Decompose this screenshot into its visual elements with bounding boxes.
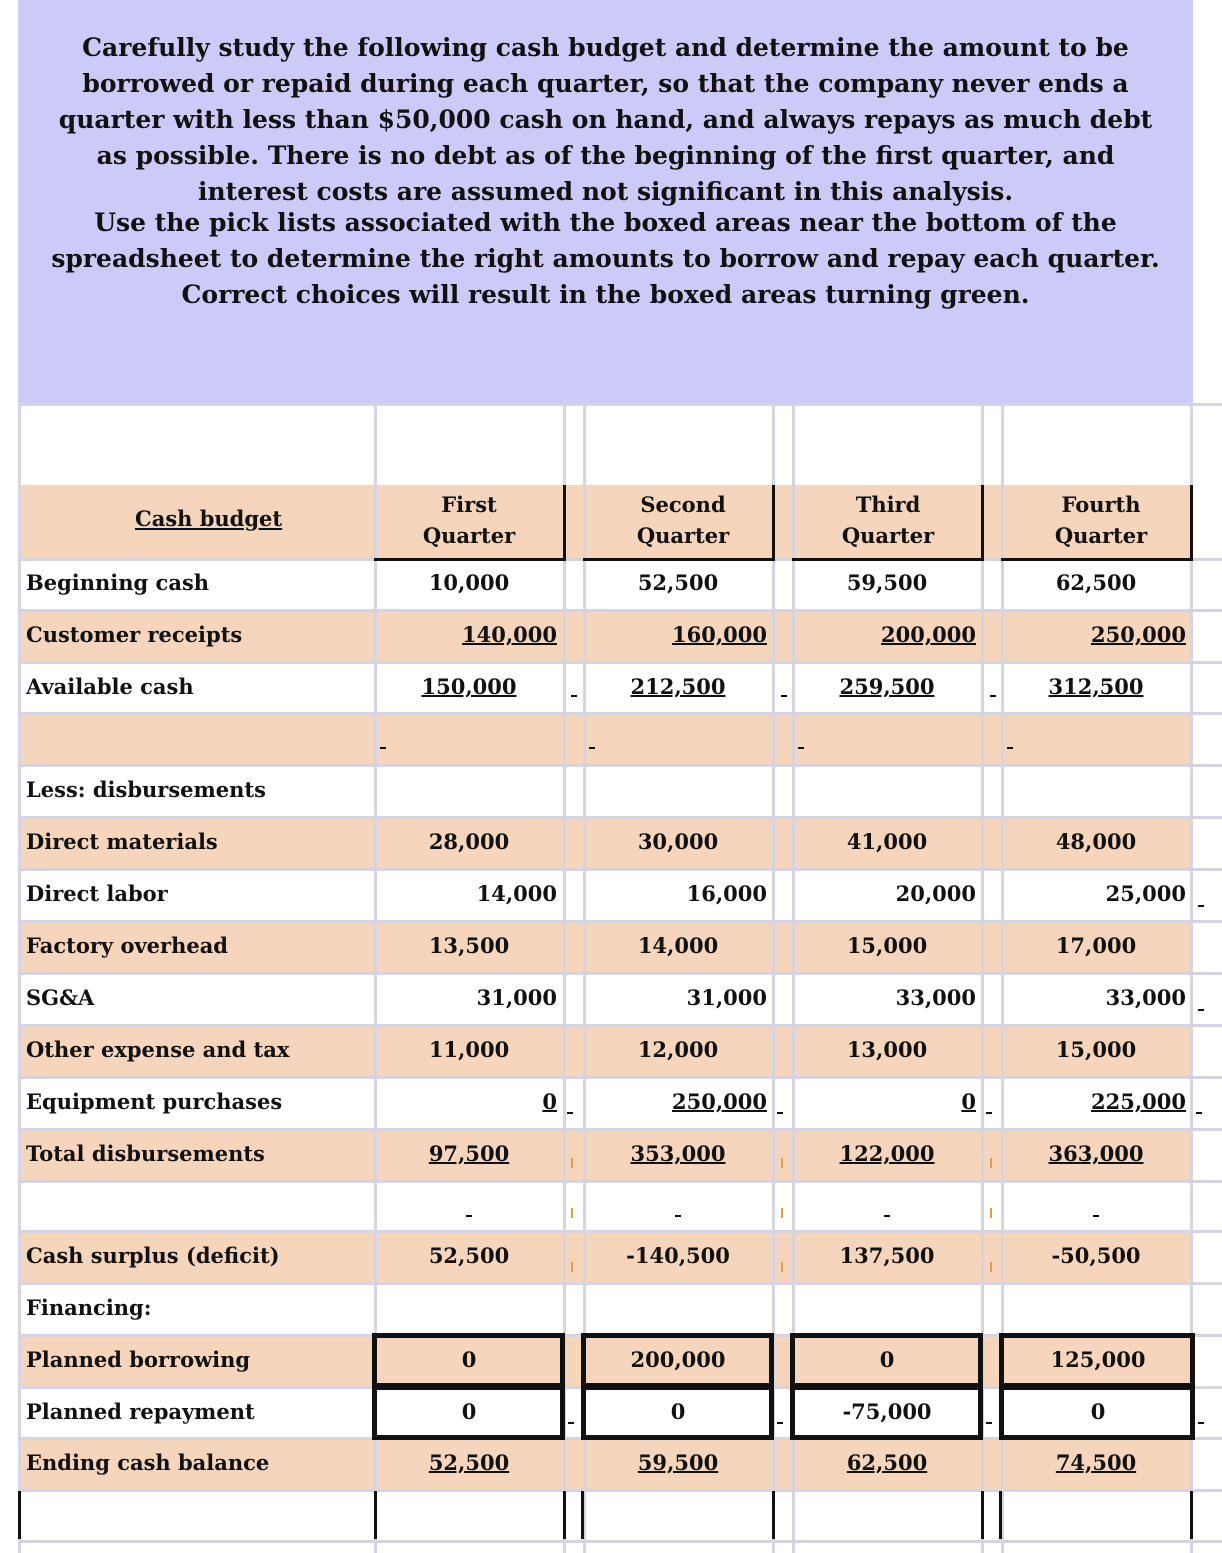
customer-receipts-q4: 250,000 — [1091, 622, 1186, 647]
label-equipment: Equipment purchases — [26, 1089, 283, 1114]
planned-repayment-q1[interactable]: 0 — [461, 1399, 477, 1424]
planned-borrowing-q1[interactable]: 0 — [461, 1347, 477, 1372]
label-direct-materials: Direct materials — [26, 829, 218, 854]
planned-repayment-q2[interactable]: 0 — [670, 1399, 686, 1424]
label-cash-surplus: Cash surplus (deficit) — [26, 1243, 280, 1268]
planned-borrowing-q3[interactable]: 0 — [879, 1347, 895, 1372]
quarter-header-q4: Fourth Quarter — [1054, 492, 1148, 548]
quarter-header-q3: Third Quarter — [841, 492, 935, 548]
factory-overhead-q3: 15,000 — [846, 933, 928, 958]
ending-cash-q3: 62,500 — [846, 1450, 928, 1475]
sga-q4: 33,000 — [1105, 985, 1186, 1010]
planned-borrowing-q4[interactable]: 125,000 — [1050, 1347, 1146, 1372]
factory-overhead-q2: 14,000 — [637, 933, 719, 958]
equipment-q2: 250,000 — [672, 1089, 767, 1114]
beginning-cash-q2: 52,500 — [637, 570, 719, 595]
customer-receipts-q1: 140,000 — [462, 622, 557, 647]
label-sga: SG&A — [26, 985, 95, 1010]
quarter-header-q2: Second Quarter — [636, 492, 730, 548]
ending-cash-q2: 59,500 — [637, 1450, 719, 1475]
direct-labor-q4: 25,000 — [1105, 881, 1186, 906]
equipment-q3: 0 — [961, 1089, 976, 1114]
direct-labor-q1: 14,000 — [476, 881, 557, 906]
quarter-header-q1: First Quarter — [422, 492, 516, 548]
label-factory-overhead: Factory overhead — [26, 933, 228, 958]
factory-overhead-q4: 17,000 — [1055, 933, 1137, 958]
cash-surplus-q1: 52,500 — [428, 1243, 510, 1268]
available-cash-q1: 150,000 — [421, 674, 517, 699]
cash-surplus-q3: 137,500 — [839, 1243, 935, 1268]
direct-materials-q4: 48,000 — [1055, 829, 1137, 854]
planned-repayment-q4[interactable]: 0 — [1090, 1399, 1106, 1424]
label-available-cash: Available cash — [26, 674, 194, 699]
equipment-q1: 0 — [542, 1089, 557, 1114]
beginning-cash-q3: 59,500 — [846, 570, 928, 595]
other-expense-q4: 15,000 — [1055, 1037, 1137, 1062]
planned-repayment-q3[interactable]: -75,000 — [842, 1399, 932, 1424]
direct-labor-q3: 20,000 — [895, 881, 976, 906]
sga-q3: 33,000 — [895, 985, 976, 1010]
other-expense-q2: 12,000 — [637, 1037, 719, 1062]
direct-labor-q2: 16,000 — [686, 881, 767, 906]
sga-q2: 31,000 — [686, 985, 767, 1010]
cash-budget-title: Cash budget — [135, 506, 283, 531]
beginning-cash-q4: 62,500 — [1055, 570, 1137, 595]
instruction-paragraph-2: Use the pick lists associated with the boxed areas near the bottom of the spreadsheet to determine the right amounts to borrow and repay each quarter. Correct choices will result in the boxed areas turning green. — [51, 208, 1160, 309]
instruction-banner — [18, 0, 1193, 404]
other-expense-q1: 11,000 — [428, 1037, 510, 1062]
other-expense-q3: 13,000 — [846, 1037, 928, 1062]
available-cash-q3: 259,500 — [839, 674, 935, 699]
ending-cash-q1: 52,500 — [428, 1450, 510, 1475]
available-cash-q4: 312,500 — [1048, 674, 1144, 699]
planned-borrowing-q2[interactable]: 200,000 — [630, 1347, 726, 1372]
label-customer-receipts: Customer receipts — [26, 622, 243, 647]
total-disbursements-q3: 122,000 — [839, 1141, 935, 1166]
row-bg — [18, 715, 1193, 764]
label-planned-repayment: Planned repayment — [26, 1399, 255, 1424]
customer-receipts-q2: 160,000 — [672, 622, 767, 647]
total-disbursements-q1: 97,500 — [428, 1141, 510, 1166]
ending-cash-q4: 74,500 — [1055, 1450, 1137, 1475]
customer-receipts-q3: 200,000 — [881, 622, 976, 647]
label-less-disbursements: Less: disbursements — [26, 777, 266, 802]
equipment-q4: 225,000 — [1091, 1089, 1186, 1114]
total-disbursements-q2: 353,000 — [630, 1141, 726, 1166]
label-financing: Financing: — [26, 1295, 152, 1320]
total-disbursements-q4: 363,000 — [1048, 1141, 1144, 1166]
label-direct-labor: Direct labor — [26, 881, 168, 906]
label-total-disbursements: Total disbursements — [26, 1141, 265, 1166]
label-other-expense: Other expense and tax — [26, 1037, 290, 1062]
label-ending-cash: Ending cash balance — [26, 1450, 270, 1475]
label-beginning-cash: Beginning cash — [26, 570, 210, 595]
direct-materials-q2: 30,000 — [637, 829, 719, 854]
instruction-paragraph-1: Carefully study the following cash budget and determine the amount to be borrowed or repaid during each quarter, so that the company never ends a quarter with less than $50,000 cash on hand, and always repays as much debt as possible. There is no debt as of the beginning of the first quarter, and interest costs are assumed not significant in this analysis. — [58, 33, 1153, 206]
beginning-cash-q1: 10,000 — [428, 570, 510, 595]
direct-materials-q3: 41,000 — [846, 829, 928, 854]
cash-surplus-q4: -50,500 — [1051, 1243, 1141, 1268]
cash-surplus-q2: -140,500 — [626, 1243, 730, 1268]
sga-q1: 31,000 — [476, 985, 557, 1010]
direct-materials-q1: 28,000 — [428, 829, 510, 854]
available-cash-q2: 212,500 — [630, 674, 726, 699]
label-planned-borrowing: Planned borrowing — [26, 1347, 251, 1372]
factory-overhead-q1: 13,500 — [428, 933, 510, 958]
